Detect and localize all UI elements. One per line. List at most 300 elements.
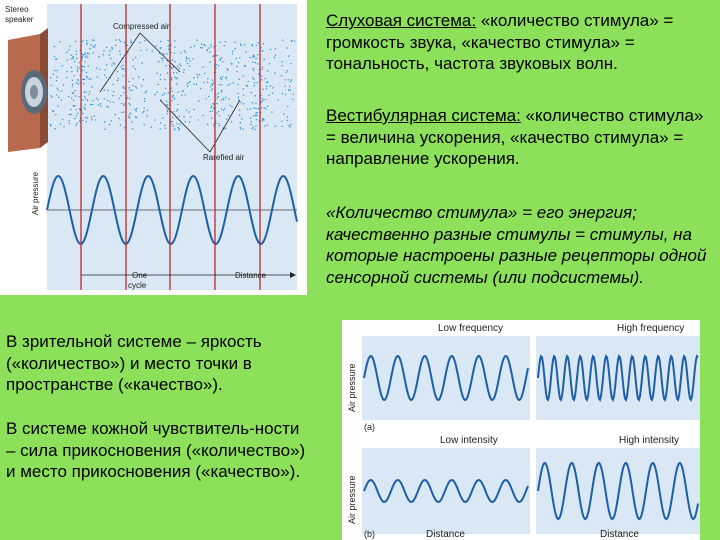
air-particle [141, 85, 142, 86]
air-particle [74, 61, 75, 62]
air-particle [69, 114, 70, 115]
air-particle [69, 123, 70, 124]
air-particle [167, 111, 168, 112]
air-particle [288, 55, 289, 56]
air-particle [261, 101, 262, 102]
air-particle [267, 106, 268, 107]
air-particle [162, 117, 163, 118]
air-particle [160, 122, 161, 123]
air-particle [53, 74, 54, 75]
air-particle [171, 79, 172, 80]
air-particle [234, 42, 235, 43]
air-particle [174, 61, 175, 62]
air-particle [75, 41, 76, 42]
air-particle [111, 47, 112, 48]
air-particle [232, 82, 233, 83]
air-particle [256, 115, 257, 116]
y-axis-label-bottom: Air pressure [347, 475, 357, 524]
air-particle [123, 68, 124, 69]
air-particle [58, 97, 59, 98]
air-particle [160, 47, 161, 48]
air-particle [201, 43, 202, 44]
air-particle [84, 79, 85, 80]
air-particle [86, 40, 87, 41]
air-particle [122, 87, 123, 88]
air-particle [174, 53, 175, 54]
air-particle [173, 111, 174, 112]
air-particle [189, 66, 190, 67]
air-particle [82, 70, 83, 71]
distance-label-left: Distance [426, 529, 465, 540]
air-particle [94, 115, 95, 116]
air-particle [151, 126, 152, 127]
air-particle [254, 129, 255, 130]
vestibular-body: «количество стимула» = величина ускорения, «качество стимула» = направление ускорения. [326, 106, 704, 168]
air-particle [84, 96, 85, 97]
air-particle [115, 45, 116, 46]
air-particle [205, 98, 206, 99]
air-particle [130, 90, 131, 91]
air-particle [177, 92, 178, 93]
air-particle [218, 96, 219, 97]
air-particle [262, 98, 263, 99]
air-particle [281, 65, 282, 66]
air-particle [255, 108, 256, 109]
air-particle [162, 58, 163, 59]
air-particle [200, 88, 201, 89]
air-particle [112, 48, 113, 49]
air-particle [258, 108, 259, 109]
air-particle [128, 81, 129, 82]
air-particle [261, 69, 262, 70]
air-particle [79, 67, 80, 68]
y-axis-label-top: Air pressure [347, 363, 357, 412]
air-particle [55, 114, 56, 115]
air-particle [190, 116, 191, 117]
air-particle [85, 56, 86, 57]
air-particle [124, 127, 125, 128]
air-particle [106, 77, 107, 78]
air-particle [261, 107, 262, 108]
air-particle [261, 47, 262, 48]
air-particle [221, 91, 222, 92]
air-particle [211, 105, 212, 106]
air-particle [180, 52, 181, 53]
air-particle [179, 68, 180, 69]
air-particle [129, 87, 130, 88]
air-particle [113, 91, 114, 92]
air-particle [282, 40, 283, 41]
air-particle [111, 65, 112, 66]
air-particle [86, 42, 87, 43]
air-particle [266, 82, 267, 83]
air-particle [70, 46, 71, 47]
frequency-intensity-figure [342, 320, 700, 540]
air-particle [218, 93, 219, 94]
air-particle [70, 54, 71, 55]
air-particle [181, 94, 182, 95]
air-particle [62, 65, 63, 66]
air-particle [171, 87, 172, 88]
air-particle [187, 63, 188, 64]
air-particle [262, 51, 263, 52]
air-particle [179, 63, 180, 64]
air-particle [72, 80, 73, 81]
air-particle [83, 54, 84, 55]
air-particle [93, 40, 94, 41]
label-b: (b) [364, 529, 375, 539]
air-particle [98, 104, 99, 105]
air-particle [225, 127, 226, 128]
air-particle [172, 91, 173, 92]
air-particle [178, 127, 179, 128]
air-particle [232, 51, 233, 52]
air-particle [143, 111, 144, 112]
air-particle [221, 90, 222, 91]
high-frequency-label: High frequency [617, 323, 685, 334]
air-particle [144, 40, 145, 41]
air-particle [82, 99, 83, 100]
air-particle [261, 76, 262, 77]
air-particle [144, 98, 145, 99]
air-particle [221, 57, 222, 58]
air-particle [193, 77, 194, 78]
air-particle [252, 77, 253, 78]
air-particle [63, 84, 64, 85]
air-particle [129, 98, 130, 99]
compressed-label: Compressed air [113, 22, 170, 31]
air-particle [203, 66, 204, 67]
air-particle [288, 79, 289, 80]
air-particle [60, 123, 61, 124]
air-particle [70, 109, 71, 110]
air-particle [167, 40, 168, 41]
air-particle [104, 121, 105, 122]
air-particle [240, 45, 241, 46]
air-particle [238, 99, 239, 100]
air-particle [71, 67, 72, 68]
air-particle [74, 105, 75, 106]
air-particle [146, 49, 147, 50]
air-particle [256, 119, 257, 120]
air-particle [82, 113, 83, 114]
air-particle [104, 90, 105, 91]
air-particle [251, 92, 252, 93]
air-particle [123, 105, 124, 106]
air-particle [212, 56, 213, 57]
air-particle [210, 44, 211, 45]
air-particle [229, 83, 230, 84]
air-particle [292, 99, 293, 100]
air-particle [167, 104, 168, 105]
air-particle [224, 45, 225, 46]
energy-note: «Количество стимула» = его энергия; качественно разные стимулы = стимулы, на которые настроены разные рецепторы одной сенсорной системы (или подсистемы). [326, 203, 707, 287]
air-particle [59, 41, 60, 42]
air-particle [66, 52, 67, 53]
air-particle [132, 59, 133, 60]
air-particle [240, 102, 241, 103]
air-particle [117, 80, 118, 81]
air-particle [275, 54, 276, 55]
air-particle [52, 110, 53, 111]
air-particle [173, 95, 174, 96]
air-particle [50, 95, 51, 96]
air-particle [75, 95, 76, 96]
air-particle [247, 86, 248, 87]
air-particle [210, 86, 211, 87]
air-particle [121, 103, 122, 104]
air-particle [185, 60, 186, 61]
air-particle [135, 57, 136, 58]
air-particle [219, 84, 220, 85]
air-particle [71, 71, 72, 72]
air-particle [220, 77, 221, 78]
air-particle [82, 120, 83, 121]
air-particle [222, 61, 223, 62]
air-particle [123, 86, 124, 87]
air-particle [223, 98, 224, 99]
air-particle [212, 80, 213, 81]
air-particle [278, 99, 279, 100]
air-particle [210, 107, 211, 108]
air-particle [268, 95, 269, 96]
air-particle [109, 101, 110, 102]
air-particle [161, 58, 162, 59]
air-particle [131, 121, 132, 122]
air-particle [77, 66, 78, 67]
air-particle [207, 82, 208, 83]
air-particle [103, 50, 104, 51]
air-particle [166, 65, 167, 66]
air-particle [76, 51, 77, 52]
air-particle [251, 128, 252, 129]
air-particle [117, 71, 118, 72]
air-particle [239, 114, 240, 115]
air-particle [77, 71, 78, 72]
air-particle [257, 82, 258, 83]
air-particle [54, 46, 55, 47]
air-particle [281, 126, 282, 127]
air-particle [272, 92, 273, 93]
air-particle [88, 78, 89, 79]
air-particle [189, 60, 190, 61]
air-particle [90, 44, 91, 45]
air-particle [154, 119, 155, 120]
air-particle [221, 79, 222, 80]
air-particle [267, 70, 268, 71]
air-particle [66, 71, 67, 72]
visual-paragraph: В зрительной системе – яркость («количество») и место точки в пространстве («качество»). [6, 332, 262, 394]
air-particle [90, 104, 91, 105]
air-particle [187, 83, 188, 84]
air-particle [109, 124, 110, 125]
air-particle [243, 88, 244, 89]
air-particle [73, 93, 74, 94]
air-particle [198, 119, 199, 120]
air-particle [122, 65, 123, 66]
air-particle [232, 53, 233, 54]
air-particle [244, 65, 245, 66]
air-particle [285, 94, 286, 95]
air-particle [50, 125, 51, 126]
air-particle [218, 65, 219, 66]
air-particle [227, 68, 228, 69]
air-particle [92, 100, 93, 101]
air-particle [56, 77, 57, 78]
air-particle [293, 94, 294, 95]
air-particle [136, 108, 137, 109]
air-particle [238, 97, 239, 98]
air-particle [286, 72, 287, 73]
air-particle [172, 96, 173, 97]
air-particle [128, 116, 129, 117]
air-particle [56, 94, 57, 95]
air-particle [174, 77, 175, 78]
air-particle [75, 125, 76, 126]
air-particle [212, 111, 213, 112]
air-particle [90, 78, 91, 79]
air-particle [240, 128, 241, 129]
air-particle [262, 66, 263, 67]
air-particle [180, 65, 181, 66]
air-particle [263, 119, 264, 120]
air-particle [132, 128, 133, 129]
air-particle [287, 106, 288, 107]
air-particle [163, 53, 164, 54]
air-particle [176, 78, 177, 79]
air-particle [176, 110, 177, 111]
air-particle [225, 41, 226, 42]
air-particle [182, 90, 183, 91]
air-particle [252, 44, 253, 45]
air-particle [99, 69, 100, 70]
speaker-icon [8, 28, 48, 152]
air-particle [218, 111, 219, 112]
air-particle [109, 50, 110, 51]
air-particle [183, 72, 184, 73]
air-particle [213, 124, 214, 125]
air-particle [221, 99, 222, 100]
air-particle [174, 40, 175, 41]
air-particle [176, 72, 177, 73]
air-particle [92, 52, 93, 53]
air-particle [216, 113, 217, 114]
air-particle [238, 62, 239, 63]
air-particle [97, 76, 98, 77]
air-particle [168, 92, 169, 93]
air-particle [204, 45, 205, 46]
air-particle [188, 82, 189, 83]
air-particle [240, 122, 241, 123]
air-particle [100, 106, 101, 107]
air-particle [285, 79, 286, 80]
air-particle [78, 113, 79, 114]
air-particle [111, 120, 112, 121]
air-particle [217, 97, 218, 98]
air-particle [275, 126, 276, 127]
air-particle [245, 51, 246, 52]
air-particle [209, 52, 210, 53]
air-particle [231, 63, 232, 64]
air-particle [202, 115, 203, 116]
air-particle [294, 41, 295, 42]
air-particle [174, 129, 175, 130]
air-particle [91, 117, 92, 118]
air-particle [253, 79, 254, 80]
air-particle [127, 45, 128, 46]
air-particle [253, 70, 254, 71]
air-particle [219, 125, 220, 126]
air-particle [68, 49, 69, 50]
air-particle [290, 63, 291, 64]
air-particle [262, 89, 263, 90]
air-particle [207, 78, 208, 79]
air-particle [76, 115, 77, 116]
auditory-body: «количество стимула» = громкость звука, «качество стимула» = тональность, частота звуковых волн. [326, 11, 674, 73]
air-particle [240, 43, 241, 44]
air-particle [265, 99, 266, 100]
air-particle [135, 86, 136, 87]
air-particle [144, 101, 145, 102]
skin-paragraph: В системе кожной чувствитель-ности – сила прикосновения («количество») и место прикосновения («качество»). [6, 419, 306, 481]
air-particle [274, 57, 275, 58]
air-particle [164, 93, 165, 94]
air-particle [105, 69, 106, 70]
air-particle [196, 84, 197, 85]
air-particle [162, 60, 163, 61]
air-particle [98, 56, 99, 57]
air-particle [212, 84, 213, 85]
air-particle [72, 84, 73, 85]
air-particle [98, 99, 99, 100]
air-particle [287, 116, 288, 117]
air-particle [120, 124, 121, 125]
air-particle [171, 124, 172, 125]
air-particle [88, 65, 89, 66]
air-particle [133, 85, 134, 86]
air-particle [143, 124, 144, 125]
air-particle [66, 77, 67, 78]
air-particle [239, 109, 240, 110]
air-particle [140, 50, 141, 51]
air-particle [243, 94, 244, 95]
air-particle [72, 56, 73, 57]
air-particle [247, 108, 248, 109]
air-particle [54, 70, 55, 71]
air-particle [82, 57, 83, 58]
air-particle [103, 54, 104, 55]
air-particle [179, 124, 180, 125]
air-particle [222, 76, 223, 77]
air-particle [70, 58, 71, 59]
air-particle [190, 47, 191, 48]
air-particle [78, 83, 79, 84]
air-particle [100, 103, 101, 104]
air-particle [221, 84, 222, 85]
air-particle [224, 108, 225, 109]
air-particle [252, 102, 253, 103]
air-particle [194, 45, 195, 46]
air-particle [107, 100, 108, 101]
air-particle [208, 47, 209, 48]
air-particle [158, 84, 159, 85]
air-particle [223, 110, 224, 111]
air-particle [82, 56, 83, 57]
air-particle [262, 100, 263, 101]
air-particle [228, 115, 229, 116]
air-particle [56, 88, 57, 89]
air-particle [209, 111, 210, 112]
